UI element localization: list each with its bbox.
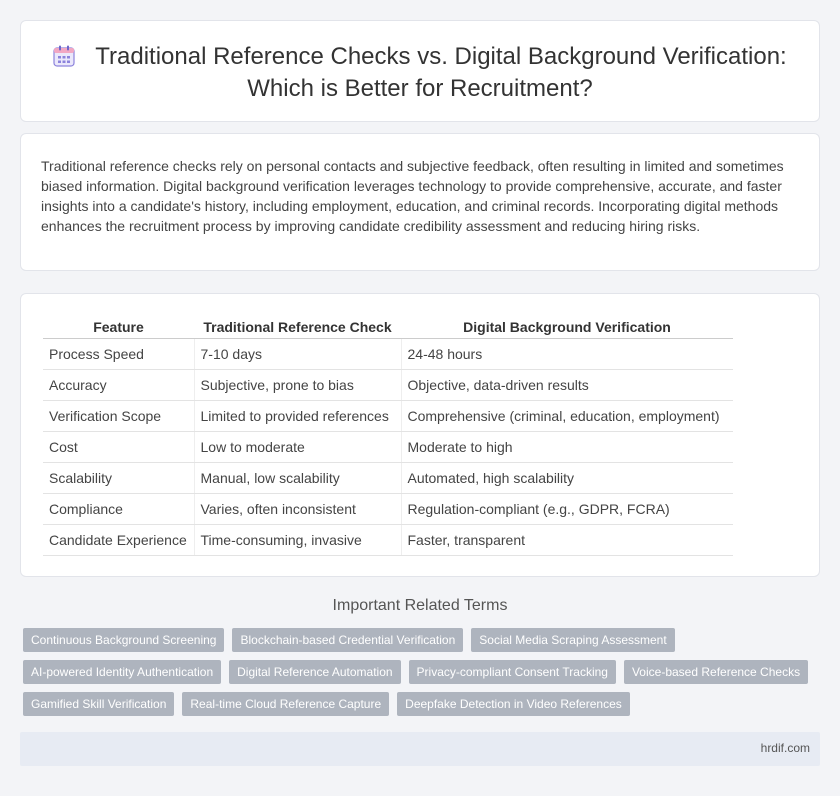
cell-digital: 24-48 hours bbox=[401, 338, 733, 369]
cell-traditional: Manual, low scalability bbox=[194, 462, 401, 493]
cell-feature: Cost bbox=[43, 431, 194, 462]
cell-digital: Objective, data-driven results bbox=[401, 369, 733, 400]
summary-text: Traditional reference checks rely on personal contacts and subjective feedback, often resulting in limited and sometimes biased information. Digital background verification leverages technology to provide comprehensive, accurate, and faster insights into a candidate's history, including employment, education, and criminal records. Incorporating digital methods enhances the recruitment process by improving candidate credibility assessment and reducing hiring risks. bbox=[41, 158, 784, 234]
table-row bbox=[43, 338, 733, 369]
related-term-tag[interactable]: Blockchain-based Credential Verification bbox=[232, 628, 463, 652]
related-term-tag[interactable]: Privacy-compliant Consent Tracking bbox=[409, 660, 616, 684]
calendar-icon bbox=[53, 45, 75, 67]
page-title bbox=[21, 41, 819, 105]
table-row bbox=[43, 524, 733, 555]
table-row bbox=[43, 493, 733, 524]
cell-feature: Accuracy bbox=[43, 369, 194, 400]
comparison-table-card bbox=[20, 293, 820, 577]
related-term-tag[interactable]: Real-time Cloud Reference Capture bbox=[182, 692, 389, 716]
related-term-tag[interactable]: Digital Reference Automation bbox=[229, 660, 400, 684]
tag-row bbox=[23, 692, 823, 716]
cell-digital: Regulation-compliant (e.g., GDPR, FCRA) bbox=[401, 493, 733, 524]
table-header-row bbox=[43, 312, 733, 338]
related-terms-list bbox=[23, 628, 823, 724]
cell-traditional: Low to moderate bbox=[194, 431, 401, 462]
cell-digital: Comprehensive (criminal, education, employment) bbox=[401, 400, 733, 431]
cell-feature: Scalability bbox=[43, 462, 194, 493]
table-row bbox=[43, 462, 733, 493]
cell-digital: Automated, high scalability bbox=[401, 462, 733, 493]
header-feature: Feature bbox=[43, 312, 194, 338]
footer-site-link[interactable]: hrdif.com bbox=[760, 741, 810, 755]
page-title-part-2: Which is Better for Recruitment? bbox=[247, 75, 593, 102]
title-wrap bbox=[21, 41, 819, 105]
related-term-tag[interactable]: Gamified Skill Verification bbox=[23, 692, 174, 716]
cell-feature: Compliance bbox=[43, 493, 194, 524]
related-term-tag[interactable]: Social Media Scraping Assessment bbox=[471, 628, 674, 652]
table-row bbox=[43, 431, 733, 462]
related-term-tag[interactable]: Continuous Background Screening bbox=[23, 628, 224, 652]
table-row bbox=[43, 400, 733, 431]
cell-feature: Verification Scope bbox=[43, 400, 194, 431]
cell-feature: Candidate Experience bbox=[43, 524, 194, 555]
page-title-part-1: Traditional Reference Checks vs. Digital Background Verification: bbox=[95, 43, 787, 70]
cell-traditional: Time-consuming, invasive bbox=[194, 524, 401, 555]
table-row bbox=[43, 369, 733, 400]
cell-feature: Process Speed bbox=[43, 338, 194, 369]
cell-digital: Moderate to high bbox=[401, 431, 733, 462]
related-term-tag[interactable]: Voice-based Reference Checks bbox=[624, 660, 808, 684]
cell-traditional: Limited to provided references bbox=[194, 400, 401, 431]
tag-row bbox=[23, 628, 823, 652]
summary-card bbox=[20, 133, 820, 271]
tag-row bbox=[23, 660, 823, 684]
related-terms-heading: Important Related Terms bbox=[332, 597, 508, 614]
comparison-table bbox=[43, 312, 733, 556]
header-digital: Digital Background Verification bbox=[401, 312, 733, 338]
related-term-tag[interactable]: AI-powered Identity Authentication bbox=[23, 660, 221, 684]
cell-traditional: 7-10 days bbox=[194, 338, 401, 369]
related-term-tag[interactable]: Deepfake Detection in Video References bbox=[397, 692, 630, 716]
cell-digital: Faster, transparent bbox=[401, 524, 733, 555]
title-card bbox=[20, 20, 820, 122]
header-traditional: Traditional Reference Check bbox=[194, 312, 401, 338]
cell-traditional: Varies, often inconsistent bbox=[194, 493, 401, 524]
cell-traditional: Subjective, prone to bias bbox=[194, 369, 401, 400]
footer bbox=[20, 732, 820, 766]
